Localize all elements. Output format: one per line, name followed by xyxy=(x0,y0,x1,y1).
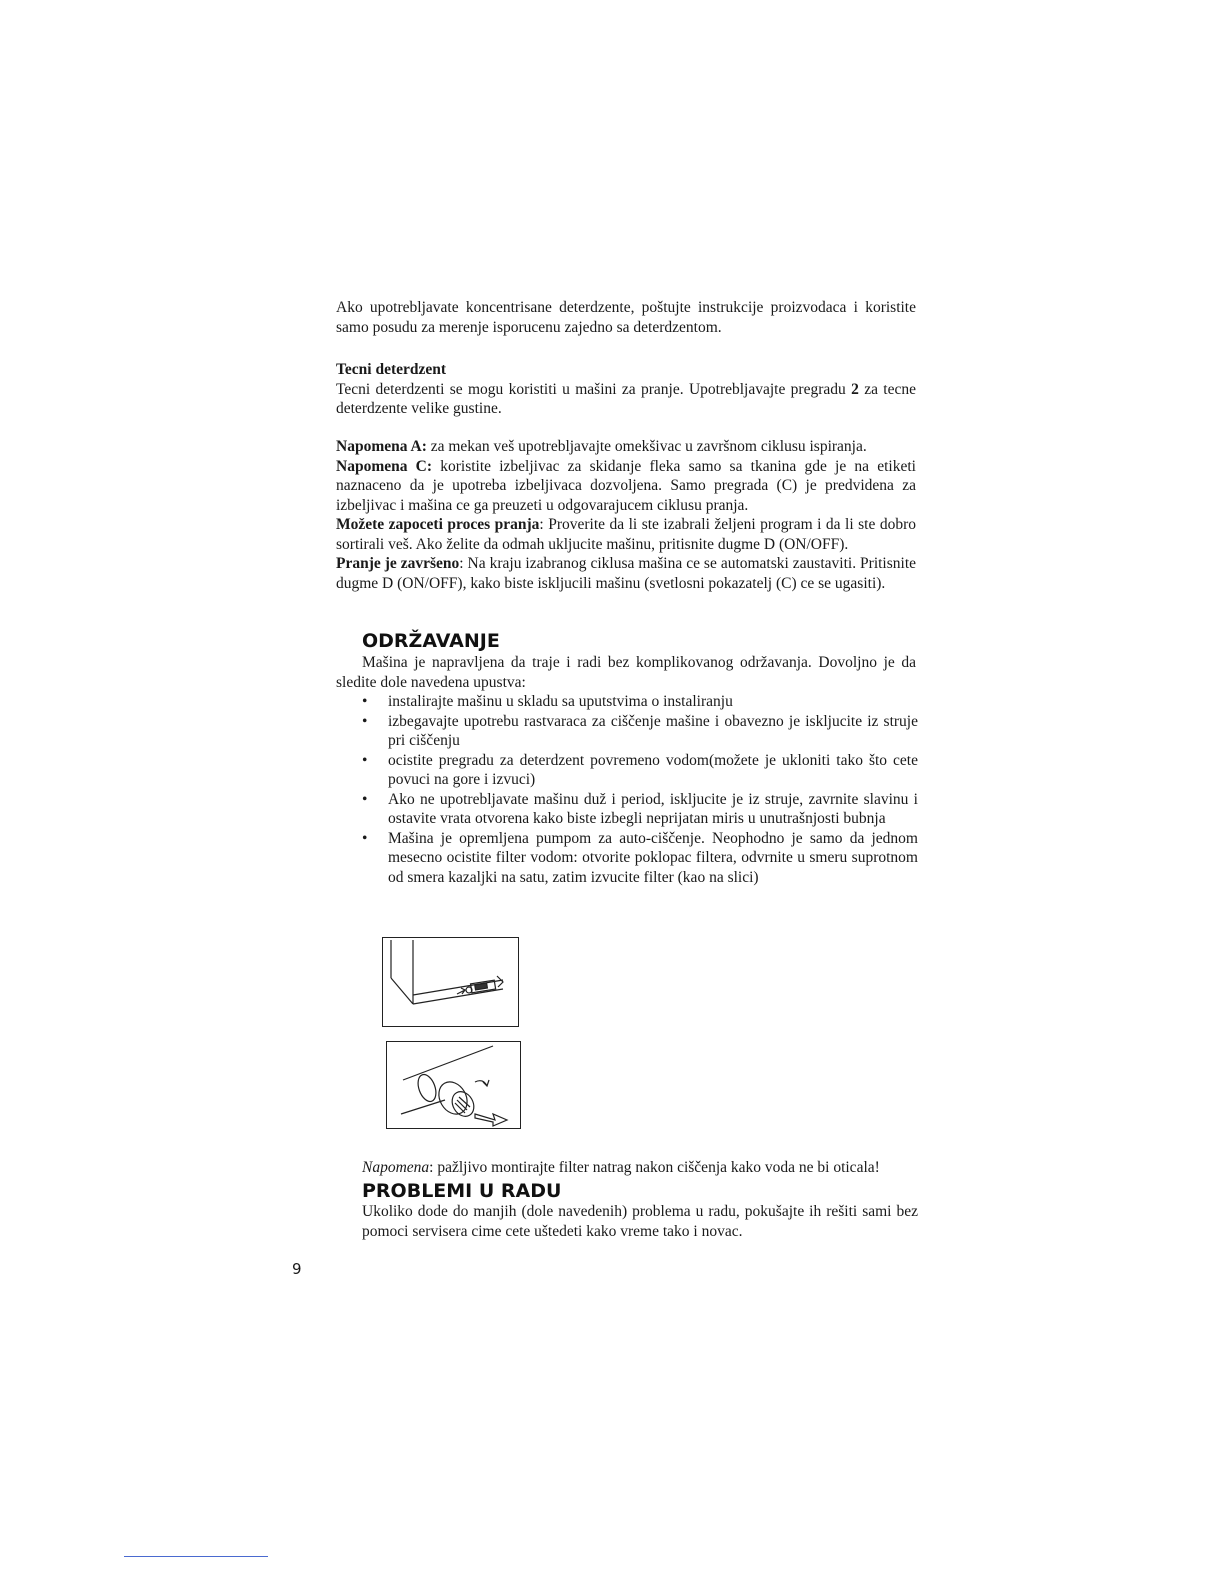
maintenance-heading: ODRŽAVANJE xyxy=(362,630,500,652)
problems-heading: PROBLEMI U RADU xyxy=(362,1180,562,1202)
start-washing-text: : Proverite da li ste izabrali željeni program i da li ste dobro sortirali veš. Ako želite da odmah ukljucite mašinu, pritisnite dugme D (ON/OFF). xyxy=(336,516,916,553)
maintenance-list xyxy=(362,692,918,887)
filter-note-label: Napomena xyxy=(362,1159,430,1176)
washing-done-label: Pranje je završeno xyxy=(336,555,460,572)
notes-section xyxy=(336,437,916,593)
start-washing-label: Možete zapoceti proces pranja xyxy=(336,516,540,533)
liquid-detergent-text xyxy=(336,380,916,419)
note-a-text: za mekan veš upotrebljavajte omekšivac u završnom ciklusu ispiranja. xyxy=(426,438,867,455)
problems-text: Ukoliko dode do manjih (dole navedenih) problema u radu, pokušajte ih rešiti sami bez pomoci servisera cime cete uštedeti kako vreme tako i novac. xyxy=(362,1203,918,1240)
start-washing xyxy=(336,515,916,554)
maintenance-intro: Mašina je napravljena da traje i radi bez komplikovanog održavanja. Dovoljno je da sledite dole navedena upustva: xyxy=(336,654,916,691)
liquid-text-before: Tecni deterdzenti se mogu koristiti u mašini za pranje. Upotrebljavajte pregradu xyxy=(336,380,852,398)
list-item xyxy=(362,790,918,829)
filter-note xyxy=(362,1158,922,1178)
list-item xyxy=(362,829,918,888)
bullet-icon: • xyxy=(362,751,368,769)
footer-divider xyxy=(124,1556,268,1557)
washing-done xyxy=(336,554,916,593)
note-c xyxy=(336,457,916,516)
list-item-text: Ako ne upotrebljavate mašinu duž i period, iskljucite je iz struje, zavrnite slavinu i ostavite vrata otvorena kako biste izbegli neprijatan miris u unutrašnjosti bubnja xyxy=(388,790,918,827)
list-item xyxy=(362,712,918,751)
list-item xyxy=(362,692,918,712)
washing-done-text: : Na kraju izabranog ciklusa mašina ce se automatski zaustaviti. Pritisnite dugme D (ON/OFF), kako biste iskljucili mašinu (svetlosni pokazatelj (C) ce se ugasiti). xyxy=(336,555,917,592)
list-item-text: ocistite pregradu za deterdzent povremeno vodom(možete je ukloniti tako što cete povuci na gore i izvuci) xyxy=(388,751,918,788)
liquid-text-after: za tecne deterdzente velike gustine. xyxy=(336,380,916,417)
filter-unscrew-drawing xyxy=(387,1042,520,1128)
note-a xyxy=(336,437,916,457)
liquid-detergent-section xyxy=(336,360,916,419)
note-a-label: Napomena A: xyxy=(336,438,427,455)
page-number: 9 xyxy=(292,1260,302,1278)
list-item-text: izbegavajte upotrebu rastvaraca za ciščenje mašine i obavezno je iskljucite iz struje pri ciščenju xyxy=(388,712,918,749)
bullet-icon: • xyxy=(362,693,368,710)
list-item-text: instalirajte mašinu u skladu sa uputstvima o instaliranju xyxy=(388,693,733,710)
compartment-number: 2 xyxy=(851,380,859,398)
bullet-icon: • xyxy=(362,790,368,808)
list-item-text: Mašina je opremljena pumpom za auto-ciščenje. Neophodno je samo da jednom mesecno ocistite filter vodom: otvorite poklopac filtera, odvrnite u smeru suprotnom od smera kazaljki na satu, zatim izvucite filter (kao na slici) xyxy=(388,829,918,886)
bullet-icon: • xyxy=(362,712,368,730)
machine-base-drawing xyxy=(383,938,518,1026)
intro-text: Ako upotrebljavate koncentrisane deterdzente, poštujte instrukcije proizvodaca i koristite samo posudu za merenje isporucenu zajedno sa deterdzentom. xyxy=(336,299,916,336)
filter-note-text: : pažljivo montirajte filter natrag nakon ciščenja kako voda ne bi oticala! xyxy=(429,1159,880,1176)
filter-cover-illustration xyxy=(382,937,519,1027)
intro-paragraph xyxy=(336,298,916,337)
liquid-detergent-title: Tecni deterdzent xyxy=(336,361,447,378)
note-c-label: Napomena C: xyxy=(336,457,433,475)
note-c-text: koristite izbeljivac za skidanje fleka samo sa tkanina gde je na etiketi naznaceno da je upotreba izbeljivaca dozvoljena. Samo pregrada (C) je predvidena za izbeljivac i mašina ce ga preuzeti u odgovarajucem ciklusu pranja. xyxy=(336,457,916,514)
filter-removal-illustration xyxy=(386,1041,521,1129)
bullet-icon: • xyxy=(362,829,368,847)
list-item xyxy=(362,751,918,790)
